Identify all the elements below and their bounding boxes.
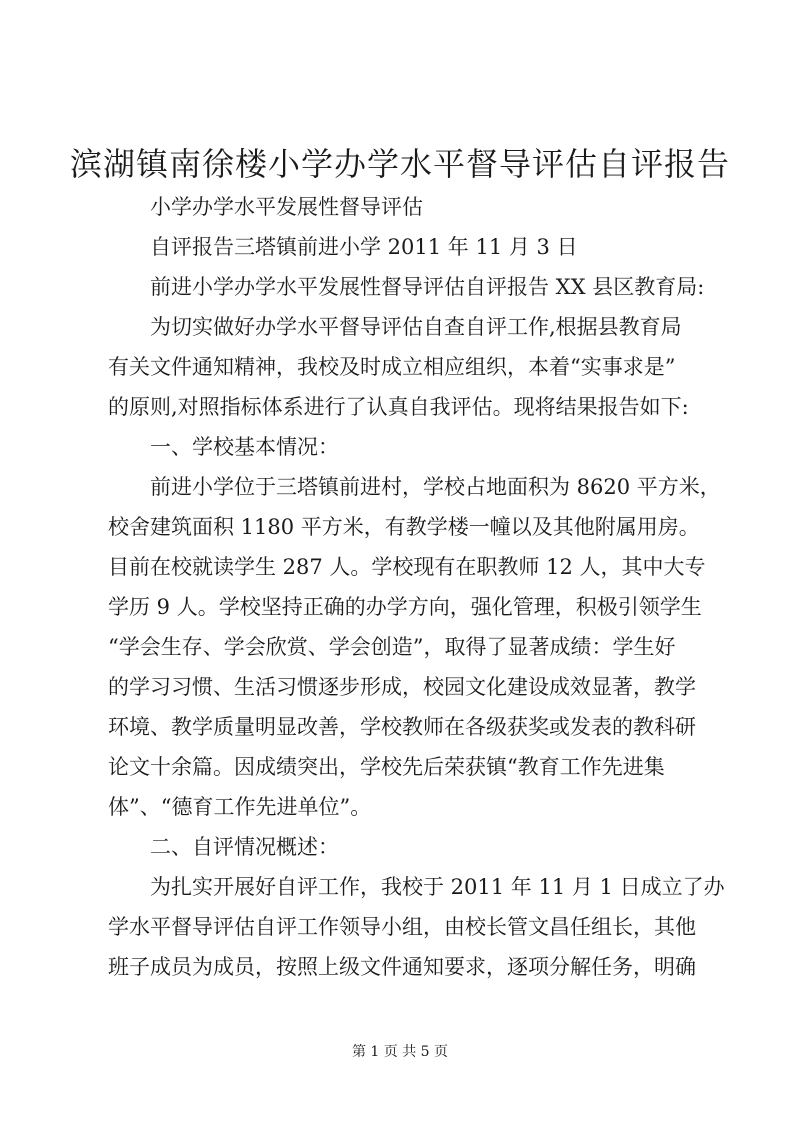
section1-line: 目前在校就读学生 287 人。学校现有在职教师 12 人，其中大专: [108, 555, 706, 579]
page-footer: 第 1 页 共 5 页: [351, 1044, 449, 1060]
section1-line: “学会生存、学会欣赏、学会创造”，取得了显著成绩：学生好: [108, 635, 676, 659]
document-title: 滨湖镇南徐楼小学办学水平督导评估自评报告: [69, 145, 730, 183]
section1-line: 学历 9 人。学校坚持正确的办学方向，强化管理，积极引领学生: [108, 595, 702, 619]
section1-line: 的学习习惯、生活习惯逐步形成，校园文化建设成效显著，教学: [108, 675, 696, 699]
intro-line: 有关文件通知精神，我校及时成立相应组织，本着“实事求是”: [108, 355, 676, 379]
section1-heading: 一、学校基本情况：: [150, 435, 339, 459]
intro-line: 的原则,对照指标体系进行了认真自我评估。现将结果报告如下:: [108, 395, 689, 419]
salutation: 前进小学办学水平发展性督导评估自评报告 XX 县区教育局:: [150, 275, 705, 299]
section1-line: 前进小学位于三塔镇前进村，学校占地面积为 8620 平方米，: [150, 475, 721, 499]
section1-line: 论文十余篇。因成绩突出，学校先后荣获镇“教育工作先进集: [108, 755, 665, 779]
section2-line: 为扎实开展好自评工作，我校于 2011 年 11 月 1 日成立了办: [150, 875, 725, 899]
section2-heading: 二、自评情况概述：: [150, 835, 339, 859]
intro-line: 为切实做好办学水平督导评估自查自评工作,根据县教育局: [150, 315, 682, 339]
section1-line: 体”、“德育工作先进单位”。: [108, 795, 372, 819]
subtitle: 小学办学水平发展性督导评估: [150, 195, 423, 219]
section1-line: 环境、教学质量明显改善，学校教师在各级获奖或发表的教科研: [108, 715, 696, 739]
report-line: 自评报告三塔镇前进小学 2011 年 11 月 3 日: [150, 235, 578, 259]
section2-line: 学水平督导评估自评工作领导小组，由校长管文昌任组长，其他: [108, 915, 696, 939]
section1-line: 校舍建筑面积 1180 平方米，有教学楼一幢以及其他附属用房。: [108, 515, 700, 539]
section2-line: 班子成员为成员，按照上级文件通知要求，逐项分解任务，明确: [108, 955, 696, 979]
